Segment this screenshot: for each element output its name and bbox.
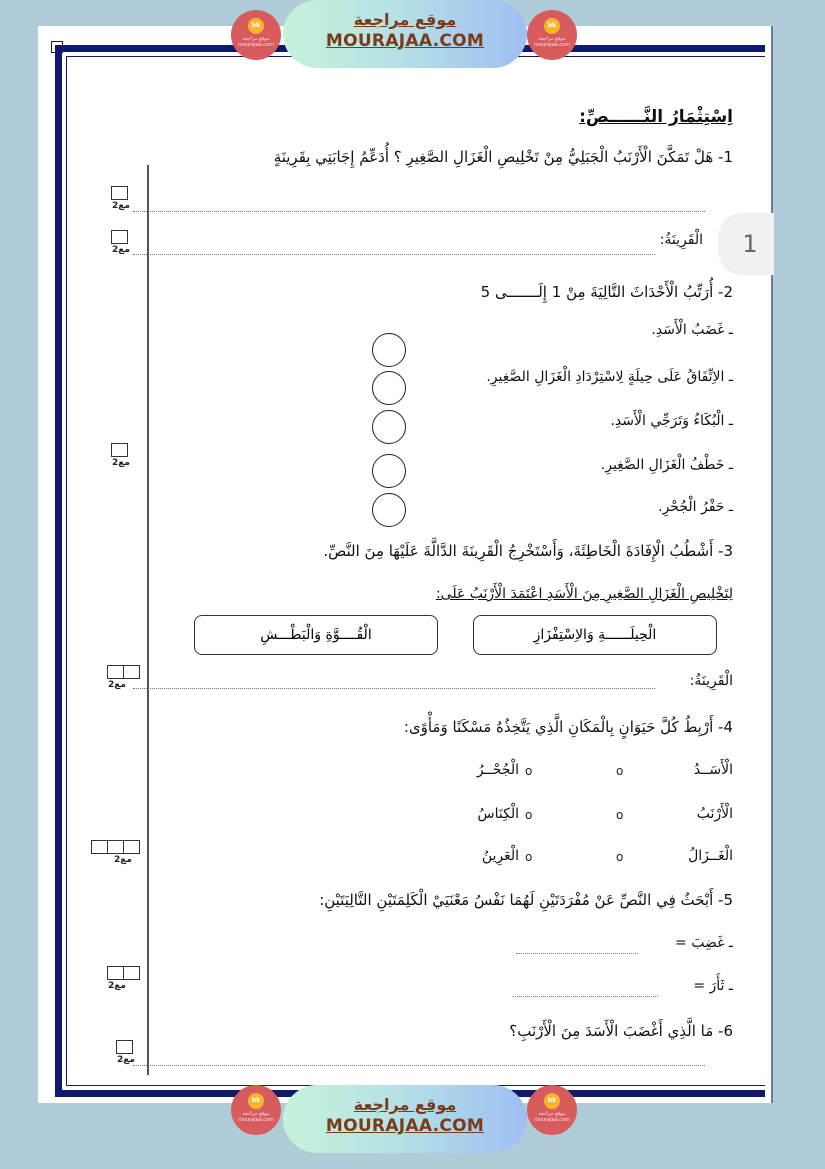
answer-line-q5-1[interactable] bbox=[516, 953, 638, 954]
site-logo-badge-right[interactable] bbox=[527, 10, 577, 60]
banner-site-name: MOURAJAA.COM bbox=[325, 1116, 485, 1136]
q4-place-1: الْجُحْــرُ bbox=[476, 762, 519, 778]
question-1: 1- هَلْ تَمَكَّنَ الْأَرْنَبُ الْجَبَلِيُّ مِنْ تَخْلِيصِ الْغَزَالِ الصَّغِيرِ ؟ أُدَعِّمُ إِجَابَتِي بِقَرِينَةٍ bbox=[273, 148, 733, 166]
border-corner-ornament bbox=[51, 41, 63, 53]
banner-arabic-title: موقع مراجعة bbox=[353, 10, 457, 29]
site-banner-bottom[interactable] bbox=[283, 1085, 527, 1153]
score-label: مع2 bbox=[112, 458, 130, 468]
q4-animal-3: الْغَــزَالُ bbox=[688, 848, 733, 864]
score-label: مع2 bbox=[112, 245, 130, 255]
q2-item-2: ـ الاِتِّفَاقُ عَلَى حِيلَةٍ لِاسْتِرْدَادِ الْغَزَالِ الصَّغِيرِ. bbox=[486, 369, 733, 385]
score-box-q1[interactable] bbox=[112, 186, 130, 211]
question-4: 4- أَرْبِطُ كُلَّ حَيَوَانٍ بِالْمَكَانِ الَّذِي يَتَّخِذُهُ مَسْكَنًا وَمَأْوًى: bbox=[403, 718, 733, 736]
score-box-q4[interactable] bbox=[92, 840, 140, 865]
question-3: 3- أَشْطُبُ الْإِفَادَةَ الْخَاطِئَةَ، وَأَسْتَخْرِجُ الْقَرِينَةَ الدَّالَّةَ عَلَيْهَا مِنَ النَّصِّ. bbox=[323, 542, 733, 560]
order-circle-2[interactable] bbox=[372, 371, 406, 405]
q3-clue-label: الْقَرِينَةُ: bbox=[689, 673, 733, 689]
q4-animal-1: الْأَسَــدُ bbox=[693, 762, 733, 778]
q3-option-trick[interactable]: الْحِيلَــــــةِ وَالاِسْتِفْزَازِ bbox=[473, 615, 717, 655]
score-box-q1-clue[interactable] bbox=[112, 230, 130, 255]
q2-item-5: ـ حَفْرُ الْجُحْرِ. bbox=[658, 499, 733, 515]
clue-line-q3[interactable] bbox=[133, 688, 655, 689]
match-dot-place-1[interactable]: o bbox=[525, 764, 533, 778]
score-label: مع2 bbox=[108, 981, 126, 991]
badge-text: موقع مراجعة mourajaa.com bbox=[533, 36, 570, 48]
score-box-q6[interactable] bbox=[117, 1040, 135, 1065]
q3-option-force[interactable]: الْقُــــوَّةِ وَالْبَطْـــشِ bbox=[194, 615, 438, 655]
q2-item-3: ـ الْبُكَاءُ وَتَرَجِّي الْأَسَدِ. bbox=[610, 413, 733, 429]
q4-animal-2: الْأَرْنَبُ bbox=[696, 806, 733, 822]
page-number-tab[interactable]: 1 bbox=[718, 213, 774, 275]
answer-line-q6[interactable] bbox=[133, 1065, 705, 1066]
book-logo-icon: bk bbox=[248, 1093, 264, 1109]
section-title: اِسْتِثْمَارُ النَّــــــصِّ: bbox=[579, 107, 733, 127]
order-circle-4[interactable] bbox=[372, 454, 406, 488]
q3-prompt: لِتَخْلِيصِ الْغَزَالِ الصَّغِيرِ مِنَ الْأَسَدِ اعْتَمَدَ الْأَرْنَبُ عَلَى: bbox=[435, 586, 733, 602]
banner-arabic-title: موقع مراجعة bbox=[353, 1095, 457, 1114]
book-logo-icon: bk bbox=[544, 1093, 560, 1109]
badge-text: موقع مراجعة mourajaa.com bbox=[533, 1111, 570, 1123]
match-dot-animal-3[interactable]: o bbox=[616, 850, 624, 864]
answer-line-q1[interactable] bbox=[133, 211, 705, 212]
answer-line-q5-2[interactable] bbox=[513, 996, 658, 997]
question-2: 2- أُرَتِّبُ الْأَحْدَاثَ التَّالِيَةَ مِنْ 1 إِلَـــــــى 5 bbox=[480, 283, 733, 301]
site-logo-badge-left[interactable] bbox=[231, 10, 281, 60]
q4-place-2: الْكِنَاسُ bbox=[477, 806, 519, 822]
book-logo-icon: bk bbox=[248, 18, 264, 34]
q1-clue-label: الْقَرِينَةُ: bbox=[659, 232, 703, 248]
q2-item-4: ـ خَطْفُ الْغَزَالِ الصَّغِيرِ. bbox=[600, 457, 733, 473]
match-dot-place-2[interactable]: o bbox=[525, 808, 533, 822]
score-label: مع2 bbox=[114, 855, 132, 865]
score-label: مع2 bbox=[108, 680, 126, 690]
clue-line-q1[interactable] bbox=[133, 254, 655, 255]
book-logo-icon: bk bbox=[544, 18, 560, 34]
badge-text: موقع مراجعة mourajaa.com bbox=[237, 36, 274, 48]
score-box-q2[interactable] bbox=[112, 443, 130, 468]
question-6: 6- مَا الَّذِي أَغْضَبَ الْأَسَدَ مِنَ الْأَرْنَبِ؟ bbox=[509, 1022, 733, 1040]
q4-place-3: الْعَرِينُ bbox=[481, 848, 519, 864]
score-label: مع2 bbox=[112, 201, 130, 211]
score-box-q5[interactable] bbox=[108, 966, 140, 991]
grading-margin-line bbox=[147, 165, 149, 1075]
q5-word-2: ـ ثَأَرَ = bbox=[693, 978, 733, 994]
match-dot-animal-2[interactable]: o bbox=[616, 808, 624, 822]
score-box-q3[interactable] bbox=[108, 665, 140, 690]
q2-item-1: ـ غَضَبُ الْأَسَدِ. bbox=[651, 322, 733, 338]
match-dot-place-3[interactable]: o bbox=[525, 850, 533, 864]
q5-word-1: ـ غَضِبَ = bbox=[675, 935, 733, 951]
site-logo-badge-right-bottom[interactable] bbox=[527, 1085, 577, 1135]
site-banner-top[interactable] bbox=[283, 0, 527, 68]
banner-site-name: MOURAJAA.COM bbox=[325, 31, 485, 51]
order-circle-1[interactable] bbox=[372, 333, 406, 367]
order-circle-5[interactable] bbox=[372, 493, 406, 527]
site-logo-badge-left-bottom[interactable] bbox=[231, 1085, 281, 1135]
match-dot-animal-1[interactable]: o bbox=[616, 764, 624, 778]
question-5: 5- أَبْحَثُ فِي النَّصِّ عَنْ مُفْرَدَتَيْنِ لَهُمَا نَفْسُ مَعْنَيَيْ الْكَلِمَتَيْنِ التَّالِيَتَيْنِ: bbox=[319, 891, 733, 909]
order-circle-3[interactable] bbox=[372, 410, 406, 444]
badge-text: موقع مراجعة mourajaa.com bbox=[237, 1111, 274, 1123]
score-label: مع2 bbox=[117, 1055, 135, 1065]
